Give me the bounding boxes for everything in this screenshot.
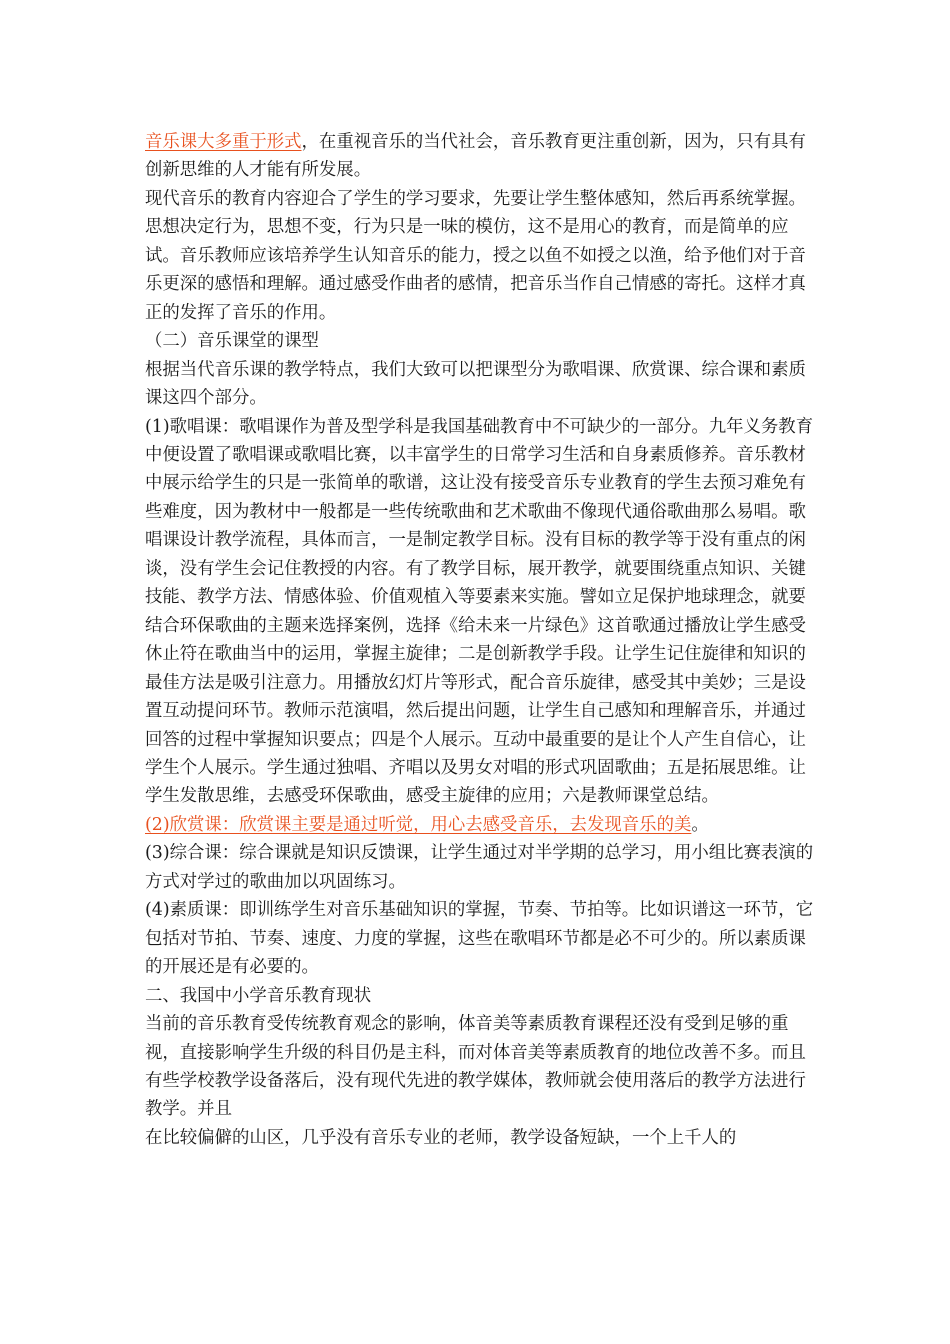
paragraph-appreciation-lesson xyxy=(145,811,817,839)
paragraph-comprehensive-lesson: (3)综合课：综合课就是知识反馈课，让学生通过对半学期的总学习，用小组比赛表演的方式对学过的歌曲加以巩固练习。 xyxy=(145,843,814,892)
section-heading-current-status: 二、我国中小学音乐教育现状 xyxy=(145,985,372,1006)
section-heading-lesson-types: （二）音乐课堂的课型 xyxy=(145,331,319,352)
paragraph-intro xyxy=(145,128,817,185)
appreciation-lesson-end: 。 xyxy=(691,814,709,835)
paragraph-quality-lesson: (4)素质课：即训练学生对音乐基础知识的掌握，节奏、节拍等。比如识谱这一环节，它包括对节拍、节奏、速度、力度的掌握，这些在歌唱环节都是必不可少的。所以素质课的开展还是有必要的。 xyxy=(145,900,814,978)
paragraph-current-status: 当前的音乐教育受传统教育观念的影响，体音美等素质教育课程还没有受到足够的重视，直接影响学生升级的科目仍是主科，而对体音美等素质教育的地位改善不多。而且有些学校教学设备落后，没有现代先进的教学媒体，教师就会使用落后的教学方法进行教学。并且 xyxy=(145,1014,806,1120)
highlighted-appreciation-lesson: (2)欣赏课：欣赏课主要是通过听觉，用心去感受音乐，去发现音乐的美 xyxy=(145,814,692,835)
paragraph-lesson-types-overview: 根据当代音乐课的教学特点，我们大致可以把课型分为歌唱课、欣赏课、综合课和素质课这四个部分。 xyxy=(145,359,806,409)
highlighted-phrase-form: 音乐课大多重于形式 xyxy=(145,132,302,152)
paragraph-remote-areas: 在比较偏僻的山区，几乎没有音乐专业的老师，教学设备短缺，一个上千人的 xyxy=(145,1127,737,1148)
paragraph-singing-lesson: (1)歌唱课：歌唱课作为普及型学科是我国基础教育中不可缺少的一部分。九年义务教育中便设置了歌唱课或歌唱比赛，以丰富学生的日常学习生活和自身素质修养。音乐教材中展示给学生的只是一张简单的歌谱，这让没有接受音乐专业教育的学生去预习难免有些难度，因为教材中一般都是一些传统歌曲和艺术歌曲不像现代通俗歌曲那么易唱。歌唱课设计教学流程，具体而言，一是制定教学目标。没有目标的教学等于没有重点的闲谈，没有学生会记住教授的内容。有了教学目标，展开教学，就要围绕重点知识、关键技能、教学方法、情感体验、价值观植入等要素来实施。譬如立足保护地球理念，就要结合环保歌曲的主题来选择案例，选择《给未来一片绿色》这首歌通过播放让学生感受休止符在歌曲当中的运用，掌握主旋律；二是创新教学手段。让学生记住旋律和知识的最佳方法是吸引注意力。用播放幻灯片等形式，配合音乐旋律，感受其中美妙；三是设置互动提问环节。教师示范演唱，然后提出问题，让学生自己感知和理解音乐，并通过回答的过程中掌握知识要点；四是个人展示。互动中最重要的是让个人产生自信心，让学生个人展示。学生通过独唱、齐唱以及男女对唱的形式巩固歌曲；五是拓展思维。让学生发散思维，去感受环保歌曲，感受主旋律的应用；六是教师课堂总结。 xyxy=(145,416,814,807)
document-body xyxy=(145,128,817,1152)
paragraph-modern-music-education: 现代音乐的教育内容迎合了学生的学习要求，先要让学生整体感知，然后再系统掌握。思想决定行为，思想不变，行为只是一味的模仿，这不是用心的教育，而是简单的应试。音乐教师应该培养学生认知音乐的能力，授之以鱼不如授之以渔，给予他们对于音乐更深的感悟和理解。通过感受作曲者的感情，把音乐当作自己情感的寄托。这样才真正的发挥了音乐的作用。 xyxy=(145,188,806,323)
paragraph-intro-rest: ，在重视音乐的当代社会，音乐教育更注重创新，因为，只有具有创新思维的人才能有所发展。 xyxy=(145,132,806,181)
